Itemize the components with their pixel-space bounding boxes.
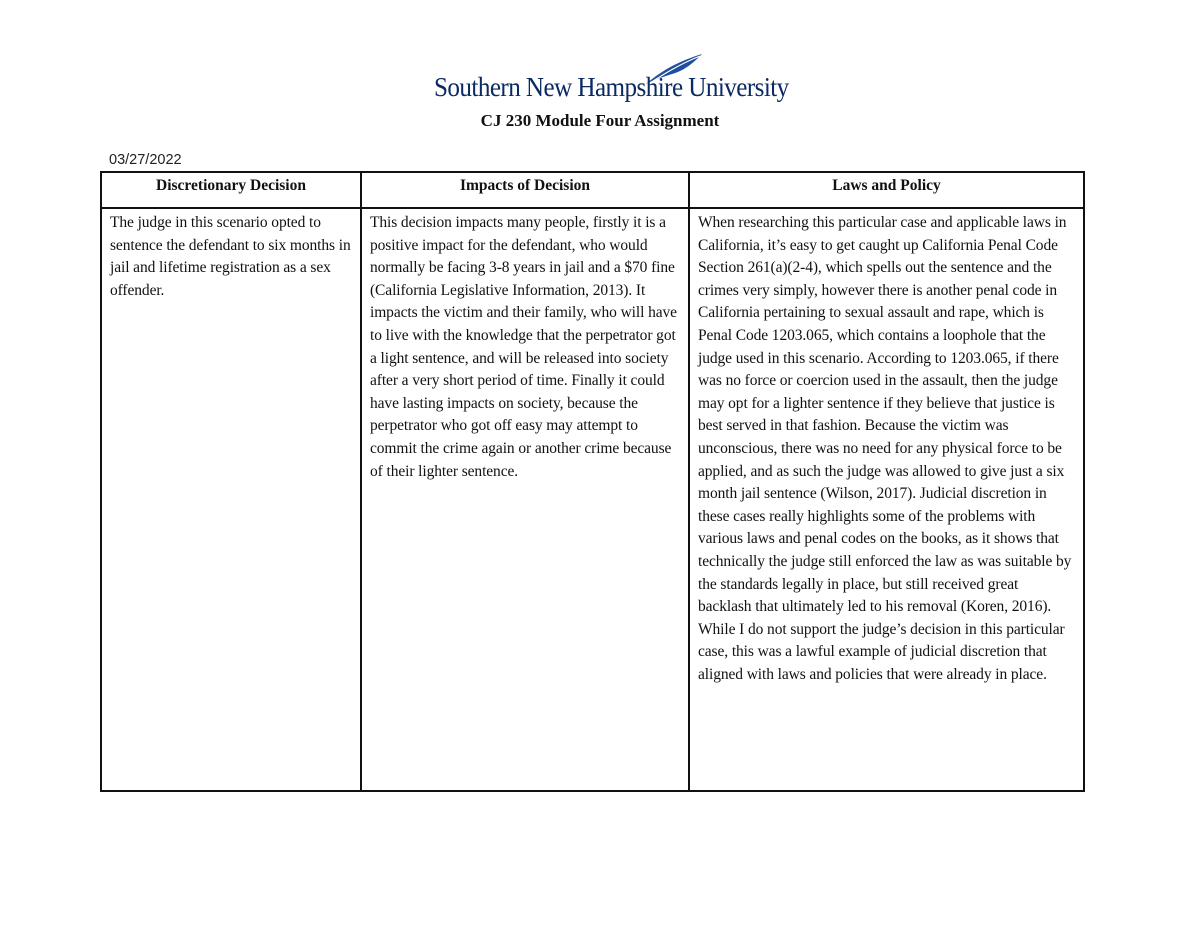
header-impacts-of-decision: Impacts of Decision: [361, 172, 689, 208]
header-laws-and-policy: Laws and Policy: [689, 172, 1084, 208]
cell-impacts-of-decision: This decision impacts many people, firstly it is a positive impact for the defendant, who would normally be facing 3-8 years in jail and a $70 fine (California Legislative Information, 2013). It impacts the victim and their family, who will have to live with the knowledge that the perpetrator got a light sentence, and will be released into society after a very short period of time. Finally it could have lasting impacts on society, because the perpetrator who got off easy may attempt to commit the crime again or another crime because of their lighter sentence.: [361, 208, 689, 791]
document-title: CJ 230 Module Four Assignment: [480, 111, 720, 130]
assignment-table: [100, 171, 1085, 792]
university-logo: [434, 52, 789, 104]
logo-wordmark: Southern New Hampshire University: [434, 72, 789, 102]
table-row: [101, 208, 1084, 791]
cell-discretionary-decision: The judge in this scenario opted to sentence the defendant to six months in jail and lifetime registration as a sex offender.: [101, 208, 361, 791]
document-date: 03/27/2022: [109, 152, 182, 168]
table-header-row: [101, 172, 1084, 208]
header-discretionary-decision: Discretionary Decision: [101, 172, 361, 208]
cell-laws-and-policy: When researching this particular case and applicable laws in California, it’s easy to get caught up California Penal Code Section 261(a)(2-4), which spells out the sentence and the crimes very simply, however there is another penal code in California pertaining to sexual assault and rape, which is Penal Code 1203.065, which contains a loophole that the judge used in this scenario. According to 1203.065, if there was no force or coercion used in the assault, then the judge may opt for a lighter sentence if they believe that justice is best served in that fashion. Because the victim was unconscious, there was no need for any physical force to be applied, and as such the judge was allowed to give just a six month jail sentence (Wilson, 2017). Judicial discretion in these cases really highlights some of the problems with various laws and penal codes on the books, as it shows that technically the judge still enforced the law as was suitable by the standards legally in place, but still received great backlash that ultimately led to his removal (Koren, 2016). While I do not support the judge’s decision in this particular case, this was a lawful example of judicial discretion that aligned with laws and policies that were already in place.: [689, 208, 1084, 791]
